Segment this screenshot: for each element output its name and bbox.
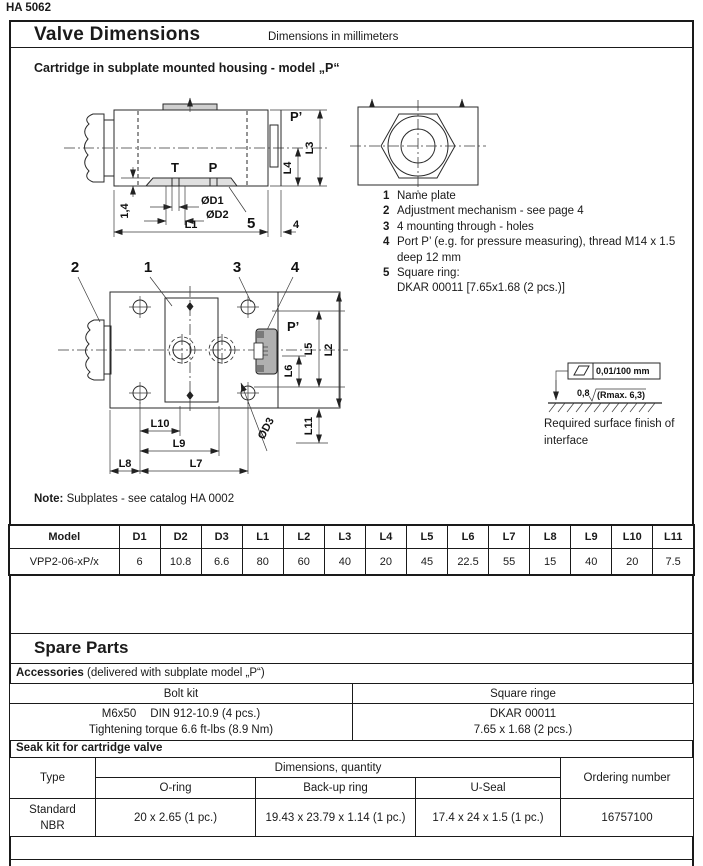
surface-finish-symbol [548,363,662,412]
square-ring-header: Square ringe [353,684,694,704]
square-ring-cell: DKAR 00011 7.65 x 1.68 (2 pcs.) [353,704,694,741]
legend-item-2: 2 Adjustment mechanism - see page 4 [383,205,584,218]
dim-l8: L8 [118,458,132,470]
callout-5: 5 [247,215,256,232]
rmax-value: (Rmax. 6,3) [597,390,646,400]
dim-d2: ØD2 [206,209,229,221]
dim-1-4: 1,4 [119,203,131,219]
callout-3: 3 [232,259,242,276]
accessories-header-row [10,684,694,704]
port-p-prime-top [254,329,277,374]
subplate-note [34,493,234,505]
accessories-bar [16,663,265,683]
dim-d1: ØD1 [201,195,224,207]
useal-cell: 17.4 x 24 x 1.5 (1 pc.) [416,799,561,837]
note-label: Note: [34,493,64,505]
spare-parts-title: Spare Parts [34,638,129,657]
side-view [64,98,330,237]
accessories-note: (delivered with subplate model „P“) [86,667,265,679]
dim-l2: L2 [323,343,335,357]
seal-kit-header-row-1 [10,758,694,778]
legend-item-1: 1 Name plate [383,190,456,202]
bolt-kit-cell: M6x50 DIN 912-10.9 (4 pcs.) Tightening torque 6.6 ft-lbs (8.9 Nm) [10,704,353,741]
note-text: Subplates - see catalog HA 0002 [66,493,235,505]
dim-l5: L5 [303,342,315,356]
accessories-table [9,683,694,741]
dim-4: 4 [292,219,300,231]
dim-l11: L11 [303,416,315,436]
flatness-value: 0,01/100 mm [596,366,650,376]
dim-l10: L10 [150,418,170,430]
doc-code: HA 5062 [6,2,51,14]
type-cell: Standard NBR [10,799,96,837]
legend-item-5-cont: DKAR 00011 [7.65x1.68 (2 pcs.)] [397,282,565,295]
port-p-prime-boss [270,125,278,167]
legend [383,189,688,297]
legend-item-5: 5 Square ring: [383,267,460,280]
col-backup-ring: Back-up ring [256,778,416,799]
dimensions-table [8,524,695,576]
dim-l9: L9 [172,438,186,450]
port-boss [146,178,237,186]
seal-kit-title: Seak kit for cartridge valve [16,742,163,754]
section-subtitle: Cartridge in subplate mounted housing - model „P“ [34,61,340,75]
legend-item-4: 4 Port P’ (e.g. for pressure measuring), thread M14 x 1.5 [383,236,676,249]
hatching [549,403,655,412]
top-view [58,259,348,474]
page-title: Valve Dimensions [34,24,201,45]
dim-l4: L4 [282,161,294,175]
backup-ring-cell: 19.43 x 23.79 x 1.14 (1 pc.) [256,799,416,837]
dim-l6: L6 [283,364,295,378]
legend-item-4-cont: deep 12 mm [397,251,461,264]
col-oring: O-ring [96,778,256,799]
legend-item-3: 3 4 mounting through - holes [383,220,534,233]
ordering-number-cell: 16757100 [561,799,694,837]
dim-l1: L1 [184,219,198,231]
col-ordering-number: Ordering number [561,758,694,799]
col-useal: U-Seal [416,778,561,799]
port-t-label: T [171,160,179,175]
dimensions-data-row: VPP2-06-xP/x 6 10.8 6.6 80 60 40 20 45 22.5 55 15 40 20 7.5 [9,549,694,576]
callout-1: 1 [143,259,153,276]
port-p-label: P [208,160,218,175]
col-dimensions-quantity: Dimensions, quantity [96,758,561,778]
bottom-divider [9,859,694,860]
end-view [350,99,486,192]
accessories-data-row [10,704,694,741]
roughness-value: 0,8 [577,388,590,398]
seal-kit-table [9,757,694,837]
col-type: Type [10,758,96,799]
dim-l7: L7 [189,458,203,470]
accessories-label: Accessories [16,667,84,679]
surface-finish-caption: Required surface finish of interface [544,418,675,447]
title-divider [9,47,694,48]
port-p-prime-label-top: P’ [287,319,300,334]
dimensions-header-row: Model D1 D2 D3 L1 L2 L3 L4 L5 L6 L7 L8 L9 L10 L11 [9,525,694,549]
dim-l3: L3 [304,141,316,155]
callout-4: 4 [290,259,300,276]
port-p-prime-label-side: P’ [290,109,303,124]
callout-2: 2 [70,259,80,276]
oring-cell: 20 x 2.65 (1 pc.) [96,799,256,837]
flatness-icon [574,366,589,375]
bolt-kit-header: Bolt kit [10,684,353,704]
seal-kit-data-row [10,799,694,837]
dim-d3: ØD3 [255,415,277,442]
units-note: Dimensions in millimeters [268,31,399,43]
